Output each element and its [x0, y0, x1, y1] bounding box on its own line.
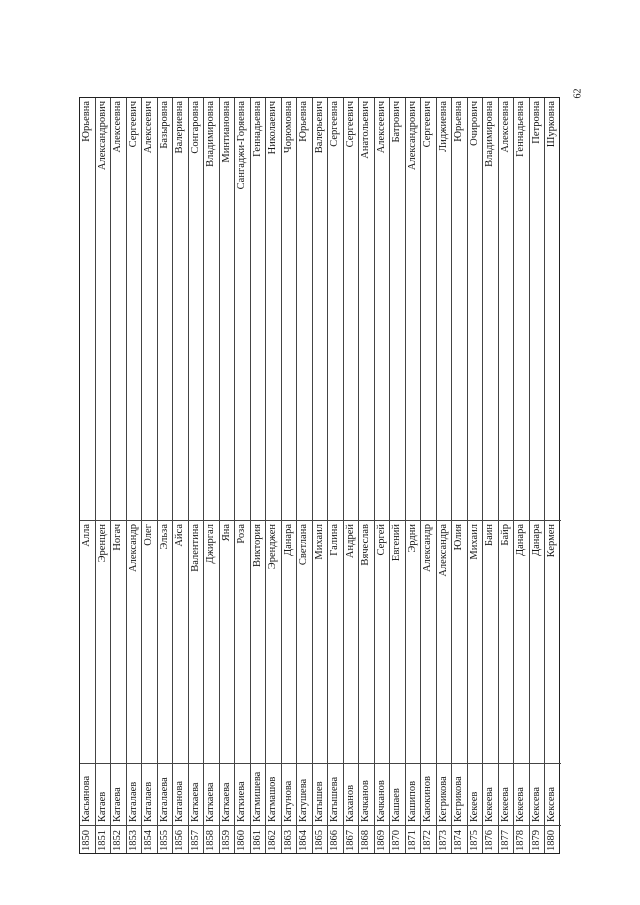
row-patronymic: Сергеевич	[127, 101, 139, 148]
row-first-name: Светлана	[297, 520, 312, 763]
row-first-name: Данара	[282, 520, 297, 763]
row-number: 1865	[313, 825, 328, 853]
row-number: 1874	[452, 825, 467, 853]
row-surname: Кашаев	[390, 763, 405, 825]
row-first-name: Роза	[235, 520, 250, 763]
table-row	[545, 98, 561, 853]
table-row	[158, 98, 174, 853]
row-number: 1857	[189, 825, 204, 853]
row-first-name: Эльза	[158, 520, 173, 763]
row-first-name: Джиргал	[204, 520, 219, 763]
row-patronymic: Геннадьевна	[251, 101, 263, 157]
row-number: 1866	[328, 825, 343, 853]
row-surname: Каюкинов	[421, 763, 436, 825]
row-number: 1873	[437, 825, 452, 853]
row-surname: Катунова	[282, 763, 297, 825]
row-first-name: Баин	[483, 520, 498, 763]
table-row	[142, 98, 158, 853]
row-patronymic: Сергеевич	[344, 101, 356, 148]
row-number: 1876	[483, 825, 498, 853]
row-first-name: Сергей	[375, 520, 390, 763]
table-row	[282, 98, 298, 853]
row-patronymic: Минтиановна	[220, 101, 232, 163]
row-number: 1867	[344, 825, 359, 853]
row-patronymic: Лиджиевна	[437, 101, 449, 152]
row-first-name: Александр	[421, 520, 436, 763]
row-number: 1858	[204, 825, 219, 853]
table-row	[220, 98, 236, 853]
row-first-name: Алла	[80, 520, 95, 763]
row-surname: Кексева	[530, 763, 545, 825]
row-surname: Кекеев	[468, 763, 483, 825]
row-patronymic: Сергеевич	[422, 101, 433, 148]
name-list-table	[79, 97, 560, 854]
table-row	[266, 98, 282, 853]
row-first-name: Эрдни	[406, 520, 421, 763]
row-first-name: Андрей	[344, 520, 359, 763]
row-number: 1850	[80, 825, 95, 853]
row-patronymic: Базыровна	[158, 101, 170, 149]
table-row	[204, 98, 220, 853]
row-first-name: Михаил	[313, 520, 328, 763]
row-patronymic: Петровна	[530, 101, 542, 144]
table-row	[437, 98, 453, 853]
row-number: 1859	[220, 825, 235, 853]
row-surname: Кегрикова	[452, 763, 467, 825]
row-first-name: Олег	[142, 520, 157, 763]
row-first-name: Ногач	[111, 520, 126, 763]
table-row	[127, 98, 143, 853]
row-number: 1880	[545, 825, 561, 853]
row-surname: Кегрикова	[437, 763, 452, 825]
row-surname: Качканов	[375, 763, 390, 825]
row-number: 1877	[499, 825, 514, 853]
row-number: 1870	[390, 825, 405, 853]
row-patronymic: Владимировна	[205, 101, 216, 167]
row-patronymic: Владимировна	[484, 101, 495, 167]
row-number: 1864	[297, 825, 312, 853]
table-row	[390, 98, 406, 853]
row-patronymic: Сангаджи-Горяевна	[236, 101, 247, 190]
table-row	[297, 98, 313, 853]
row-patronymic: Шурковна	[546, 101, 557, 148]
row-surname: Катышев	[313, 763, 328, 825]
row-number: 1872	[421, 825, 436, 853]
table-row	[96, 98, 112, 853]
row-number: 1854	[142, 825, 157, 853]
row-first-name: Валентина	[189, 520, 204, 763]
row-number: 1860	[235, 825, 250, 853]
row-surname: Катаев	[96, 763, 111, 825]
table-row	[313, 98, 329, 853]
row-number: 1856	[173, 825, 188, 853]
row-surname: Качканов	[359, 763, 374, 825]
row-surname: Каханов	[344, 763, 359, 825]
row-patronymic: Николаевич	[267, 101, 278, 155]
table-row	[468, 98, 484, 853]
row-patronymic: Юрьевна	[453, 101, 464, 142]
table-row	[189, 98, 205, 853]
row-first-name: Александр	[127, 520, 142, 763]
row-surname: Кексева	[545, 763, 561, 825]
row-patronymic: Анатольевич	[360, 101, 371, 159]
row-first-name: Яна	[220, 520, 235, 763]
row-surname: Каткиева	[235, 763, 250, 825]
row-number: 1868	[359, 825, 374, 853]
row-number: 1851	[96, 825, 111, 853]
row-surname: Каткаева	[204, 763, 219, 825]
row-first-name: Вячеслав	[359, 520, 374, 763]
row-number: 1855	[158, 825, 173, 853]
table-row	[530, 98, 546, 853]
row-first-name: Михаил	[468, 520, 483, 763]
table-row	[328, 98, 344, 853]
row-patronymic: Валериевна	[174, 101, 185, 154]
row-first-name: Евгений	[390, 520, 405, 763]
row-first-name: Эренцен	[96, 520, 111, 763]
row-first-name: Айса	[173, 520, 188, 763]
row-first-name: Байр	[499, 520, 514, 763]
row-number: 1871	[406, 825, 421, 853]
row-surname: Катышева	[328, 763, 343, 825]
table-row	[251, 98, 267, 853]
row-first-name: Эренджен	[266, 520, 281, 763]
table-row	[235, 98, 251, 853]
row-patronymic: Алексеевич	[375, 101, 387, 154]
page-number: 62	[572, 88, 584, 99]
row-surname: Кекеева	[499, 763, 514, 825]
row-first-name: Кермен	[545, 520, 561, 763]
table-row	[421, 98, 437, 853]
row-surname: Катанова	[173, 763, 188, 825]
row-first-name: Данара	[514, 520, 529, 763]
row-first-name: Виктория	[251, 520, 266, 763]
row-first-name: Данара	[530, 520, 545, 763]
table-row	[514, 98, 530, 853]
row-number: 1878	[514, 825, 529, 853]
table-row	[483, 98, 499, 853]
row-number: 1862	[266, 825, 281, 853]
row-surname: Касьянова	[80, 763, 95, 825]
table-row	[80, 98, 96, 853]
row-number: 1879	[530, 825, 545, 853]
row-number: 1853	[127, 825, 142, 853]
row-patronymic: Очирович	[468, 101, 480, 146]
table-row	[499, 98, 515, 853]
row-surname: Каталаев	[127, 763, 142, 825]
table-row	[173, 98, 189, 853]
row-surname: Кекеева	[483, 763, 498, 825]
row-patronymic: Чорюмовна	[282, 101, 294, 154]
row-number: 1861	[251, 825, 266, 853]
row-patronymic: Алексеевич	[143, 101, 154, 154]
row-patronymic: Геннадьевна	[515, 101, 526, 157]
row-first-name: Галина	[328, 520, 343, 763]
table-row	[344, 98, 360, 853]
row-surname: Кекеева	[514, 763, 529, 825]
row-number: 1869	[375, 825, 390, 853]
row-patronymic: Юрьевна	[298, 101, 309, 142]
row-number: 1852	[111, 825, 126, 853]
row-surname: Каткаева	[189, 763, 204, 825]
row-patronymic: Алексеевна	[112, 101, 123, 153]
row-surname: Кашипов	[406, 763, 421, 825]
row-patronymic: Сонгаровна	[189, 101, 201, 154]
row-patronymic: Юрьевна	[81, 101, 92, 142]
row-number: 1863	[282, 825, 297, 853]
row-patronymic: Сергеевна	[329, 101, 340, 147]
table-row	[375, 98, 391, 853]
row-surname: Катаева	[111, 763, 126, 825]
row-first-name: Александра	[437, 520, 452, 763]
row-number: 1875	[468, 825, 483, 853]
row-surname: Катмишева	[251, 763, 266, 825]
row-patronymic: Валерьевич	[313, 101, 325, 154]
table-row	[406, 98, 422, 853]
row-surname: Каталаев	[142, 763, 157, 825]
row-surname: Катмашов	[266, 763, 281, 825]
row-surname: Каталаева	[158, 763, 173, 825]
row-first-name: Юлия	[452, 520, 467, 763]
row-patronymic: Батрович	[391, 101, 402, 143]
table-wrapper	[79, 97, 560, 854]
table-row	[452, 98, 468, 853]
row-patronymic: Александрович	[406, 101, 418, 171]
row-patronymic: Алексеевна	[499, 101, 511, 153]
table-row	[111, 98, 127, 853]
row-patronymic: Александрович	[96, 101, 108, 171]
table-row	[359, 98, 375, 853]
row-surname: Каткаева	[220, 763, 235, 825]
row-surname: Катушева	[297, 763, 312, 825]
